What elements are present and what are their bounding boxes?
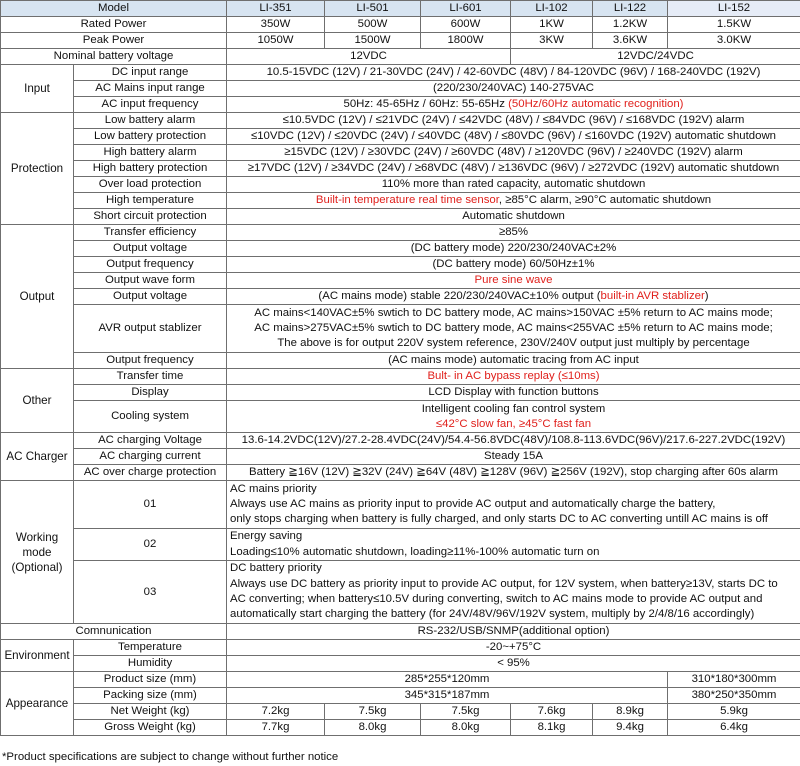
mode-row	[1, 529, 800, 561]
nominal-voltage-row	[1, 49, 800, 65]
mode-description	[227, 529, 800, 561]
row-label: Output voltage	[74, 289, 227, 305]
row-label: Transfer time	[74, 369, 227, 385]
cell-text: , ≥85°C alarm, ≥90°C automatic shutdown	[498, 194, 712, 206]
text-line: Intelligent cooling fan control system	[421, 402, 606, 415]
cell: 7.6kg	[511, 704, 593, 720]
cell	[227, 305, 800, 353]
row-label: AC input frequency	[74, 97, 227, 113]
row-label: Cooling system	[74, 401, 227, 433]
cell: Bult- in AC bypass replay (≤10ms)	[227, 369, 800, 385]
mode-title: DC battery priority	[230, 562, 322, 575]
row-label: Short circuit protection	[74, 209, 227, 225]
cell: 12VDC	[227, 49, 511, 65]
highlight-text: ≤42°C slow fan, ≥45°C fast fan	[435, 417, 592, 430]
charger-row	[1, 433, 800, 449]
cell: 1050W	[227, 33, 325, 49]
highlight-text: Built-in temperature real time sensor	[315, 194, 499, 206]
cell: 350W	[227, 17, 325, 33]
text-line: AC mains>275VAC±5% swtich to DC battery mode, AC mains<255VAC ±5% return to AC mains mode;	[254, 322, 773, 334]
cell: 380*250*350mm	[668, 688, 800, 704]
cell: 500W	[325, 17, 421, 33]
cell-text: )	[704, 290, 709, 302]
row-label: Output frequency	[74, 353, 227, 369]
cell: 8.1kg	[511, 720, 593, 736]
cell: (DC battery mode) 60/50Hz±1%	[227, 257, 800, 273]
cell: (220/230/240VAC) 140-275VAC	[227, 81, 800, 97]
cell: RS-232/USB/SNMP(additional option)	[227, 624, 800, 640]
cell: ≥85%	[227, 225, 800, 241]
category-line: mode	[22, 545, 52, 559]
protection-row	[1, 113, 800, 129]
cell: 7.5kg	[421, 704, 511, 720]
category-working-mode	[1, 481, 74, 624]
cell	[227, 97, 800, 113]
row-label: Rated Power	[1, 17, 227, 33]
input-row	[1, 97, 800, 113]
model-label: Model	[1, 1, 227, 17]
row-label: Output voltage	[74, 241, 227, 257]
appearance-row	[1, 704, 800, 720]
cell: (DC battery mode) 220/230/240VAC±2%	[227, 241, 800, 257]
cell: -20~+75°C	[227, 640, 800, 656]
text-line: only stops charging when battery is fully charged, and only starts DC to AC converting untill AC mains is off	[230, 513, 768, 526]
cell: 7.2kg	[227, 704, 325, 720]
row-label: AC charging Voltage	[74, 433, 227, 449]
row-label: Display	[74, 385, 227, 401]
row-label: AC over charge protection	[74, 465, 227, 481]
text-line: automatically start charging the battery (for 24V/48V/96V/192V system, multiply by 2/4/8/16 accordingly)	[230, 608, 755, 621]
mode-title: AC mains priority	[230, 482, 317, 495]
output-row	[1, 289, 800, 305]
row-label: Comnunication	[1, 624, 227, 640]
row-label: DC input range	[74, 65, 227, 81]
cell: 13.6-14.2VDC(12V)/27.2-28.4VDC(24V)/54.4-56.8VDC(48V)/108.8-113.6VDC(96V)/217.6-227.2VDC(192V)	[227, 433, 800, 449]
protection-row	[1, 145, 800, 161]
text-line: Always use AC mains as priority input to provide AC output and automatically charge the battery,	[230, 497, 716, 510]
mode-number: 01	[74, 481, 227, 529]
row-label: Net Weight (kg)	[74, 704, 227, 720]
cell: 110% more than rated capacity, automatic shutdown	[227, 177, 800, 193]
category-appearance: Appearance	[1, 672, 74, 736]
output-row	[1, 225, 800, 241]
protection-row	[1, 129, 800, 145]
row-label: Output frequency	[74, 257, 227, 273]
cell: LCD Display with function buttons	[227, 385, 800, 401]
charger-row	[1, 465, 800, 481]
model-name: LI-351	[227, 1, 325, 17]
model-name: LI-102	[511, 1, 593, 17]
mode-row	[1, 481, 800, 529]
cell: 310*180*300mm	[668, 672, 800, 688]
highlight-text: (50Hz/60Hz automatic recognition)	[508, 98, 684, 110]
appearance-row	[1, 688, 800, 704]
cell: 285*255*120mm	[227, 672, 668, 688]
cell: 5.9kg	[668, 704, 800, 720]
cell: < 95%	[227, 656, 800, 672]
input-row	[1, 65, 800, 81]
cell	[227, 289, 800, 305]
cell: Steady 15A	[227, 449, 800, 465]
category-other: Other	[1, 369, 74, 433]
cell: 345*315*187mm	[227, 688, 668, 704]
category-ac-charger: AC Charger	[1, 433, 74, 481]
row-label: Low battery alarm	[74, 113, 227, 129]
cell: 8.0kg	[325, 720, 421, 736]
environment-row	[1, 640, 800, 656]
cell: 9.4kg	[593, 720, 668, 736]
row-label: Humidity	[74, 656, 227, 672]
row-label: Temperature	[74, 640, 227, 656]
mode-number: 03	[74, 561, 227, 624]
other-row	[1, 401, 800, 433]
cell: 7.5kg	[325, 704, 421, 720]
cell: 1.5KW	[668, 17, 800, 33]
category-input: Input	[1, 65, 74, 113]
cell-text: (AC mains mode) stable 220/230/240VAC±10% output (	[318, 290, 601, 302]
row-label: High battery protection	[74, 161, 227, 177]
row-label: Low battery protection	[74, 129, 227, 145]
row-label: AVR output stablizer	[74, 305, 227, 353]
cell: 1500W	[325, 33, 421, 49]
output-row	[1, 353, 800, 369]
category-line: Working	[15, 530, 59, 544]
category-environment: Environment	[1, 640, 74, 672]
row-label: Nominal battery voltage	[1, 49, 227, 65]
category-line: (Optional)	[11, 560, 63, 574]
text-line: AC converting; when battery≤10.5V during converting, switch to AC mains mode to provide AC output and	[230, 593, 763, 605]
protection-row	[1, 193, 800, 209]
cell: ≥15VDC (12V) / ≥30VDC (24V) / ≥60VDC (48V) / ≥120VDC (96V) / ≥240VDC (192V) alarm	[227, 145, 800, 161]
cell: (AC mains mode) automatic tracing from AC input	[227, 353, 800, 369]
category-output: Output	[1, 225, 74, 369]
text-line: Always use DC battery as priority input to provide AC output, for 12V system, when battery≥13V, starts DC to	[230, 577, 778, 590]
cell: Pure sine wave	[227, 273, 800, 289]
communication-row	[1, 624, 800, 640]
output-row	[1, 305, 800, 353]
row-label: Over load protection	[74, 177, 227, 193]
row-label: Gross Weight (kg)	[74, 720, 227, 736]
cell: 3KW	[511, 33, 593, 49]
cell: 10.5-15VDC (12V) / 21-30VDC (24V) / 42-60VDC (48V) / 84-120VDC (96V) / 168-240VDC (192V)	[227, 65, 800, 81]
cell: ≥17VDC (12V) / ≥34VDC (24V) / ≥68VDC (48V) / ≥136VDC (96V) / ≥272VDC (192V) automatic shutdown	[227, 161, 800, 177]
cell	[227, 193, 800, 209]
environment-row	[1, 656, 800, 672]
row-label: Output wave form	[74, 273, 227, 289]
mode-row	[1, 561, 800, 624]
model-row	[1, 1, 800, 17]
cell: 6.4kg	[668, 720, 800, 736]
cell	[227, 401, 800, 433]
peak-power-row	[1, 33, 800, 49]
appearance-row	[1, 672, 800, 688]
category-protection: Protection	[1, 113, 74, 225]
footnote: *Product specifications are subject to change without further notice	[2, 751, 339, 763]
row-label: Packing size (mm)	[74, 688, 227, 704]
highlight-text: built-in AVR stablizer	[600, 290, 705, 302]
other-row	[1, 385, 800, 401]
other-row	[1, 369, 800, 385]
row-label: AC charging current	[74, 449, 227, 465]
row-label: High temperature	[74, 193, 227, 209]
cell: ≤10VDC (12V) / ≤20VDC (24V) / ≤40VDC (48V) / ≤80VDC (96V) / ≤160VDC (192V) automatic shutdown	[227, 129, 800, 145]
cell: Automatic shutdown	[227, 209, 800, 225]
cell: 3.6KW	[593, 33, 668, 49]
row-label: AC Mains input range	[74, 81, 227, 97]
cell: 1800W	[421, 33, 511, 49]
appearance-row	[1, 720, 800, 736]
mode-description	[227, 561, 800, 624]
cell: 7.7kg	[227, 720, 325, 736]
row-label: Product size (mm)	[74, 672, 227, 688]
protection-row	[1, 177, 800, 193]
model-name: LI-122	[593, 1, 668, 17]
text-line: The above is for output 220V system reference, 230V/240V output just multiply by percentage	[277, 337, 750, 349]
cell-text: 50Hz: 45-65Hz / 60Hz: 55-65Hz	[343, 98, 509, 110]
protection-row	[1, 161, 800, 177]
row-label: Peak Power	[1, 33, 227, 49]
cell: Battery ≧16V (12V) ≧32V (24V) ≧64V (48V) ≧128V (96V) ≧256V (192V), stop charging after 60s alarm	[227, 465, 800, 481]
rated-power-row	[1, 17, 800, 33]
cell: 8.0kg	[421, 720, 511, 736]
cell: 12VDC/24VDC	[511, 49, 800, 65]
output-row	[1, 273, 800, 289]
model-name: LI-152	[668, 1, 800, 17]
protection-row	[1, 209, 800, 225]
text-line: Loading≤10% automatic shutdown, loading≥11%-100% automatic turn on	[230, 545, 600, 558]
mode-number: 02	[74, 529, 227, 561]
input-row	[1, 81, 800, 97]
cell: 600W	[421, 17, 511, 33]
mode-description	[227, 481, 800, 529]
cell: ≤10.5VDC (12V) / ≤21VDC (24V) / ≤42VDC (48V) / ≤84VDC (96V) / ≤168VDC (192V) alarm	[227, 113, 800, 129]
model-name: LI-601	[421, 1, 511, 17]
row-label: High battery alarm	[74, 145, 227, 161]
output-row	[1, 241, 800, 257]
cell: 1KW	[511, 17, 593, 33]
cell: 3.0KW	[668, 33, 800, 49]
text-line: AC mains<140VAC±5% swtich to DC battery mode, AC mains>150VAC ±5% return to AC mains mode;	[254, 307, 773, 319]
model-name: LI-501	[325, 1, 421, 17]
charger-row	[1, 449, 800, 465]
row-label: Transfer efficiency	[74, 225, 227, 241]
mode-title: Energy saving	[230, 530, 303, 543]
output-row	[1, 257, 800, 273]
cell: 1.2KW	[593, 17, 668, 33]
cell: 8.9kg	[593, 704, 668, 720]
